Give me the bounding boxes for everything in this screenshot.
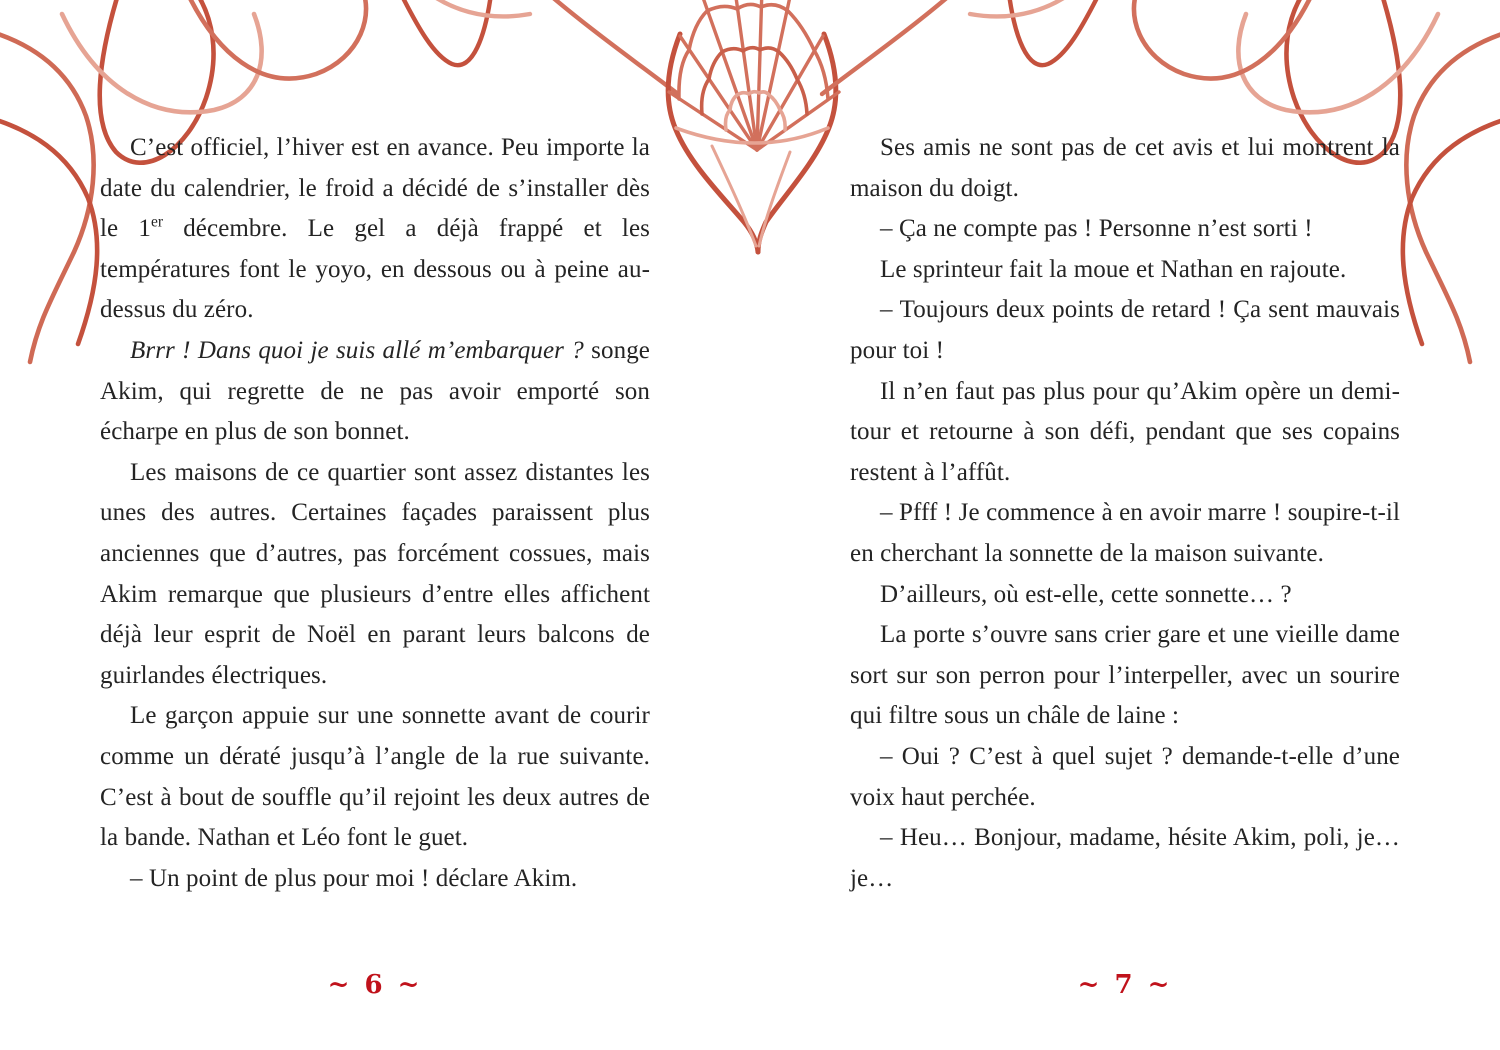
right-page (850, 0, 1400, 1050)
paragraph: Il n’en faut pas plus pour qu’Akim opère un demi-tour et retourne à son défi, pendant que ses copains restent à l’affût. (850, 377, 1400, 486)
left-page-text (100, 128, 650, 899)
paragraph: Brrr ! Dans quoi je suis allé m’embarquer ? songe Akim, qui regrette de ne pas avoir emporté son écharpe en plus de son bonnet. (100, 336, 650, 446)
paragraph: – Oui ? C’est à quel sujet ? demande-t-elle d’une voix haut perchée. (850, 742, 1400, 811)
paragraph: – Ça ne compte pas ! Personne n’est sorti ! (880, 215, 1313, 243)
paragraph: Le sprinteur fait la moue et Nathan en rajoute. (880, 255, 1347, 283)
paragraph: La porte s’ouvre sans crier gare et une vieille dame sort sur son perron pour l’interpeller, avec un sourire qui filtre sous un châle de laine : (850, 621, 1400, 730)
right-page-text (850, 128, 1400, 899)
spider-web-icon (668, 0, 839, 252)
paragraph: – Toujours deux points de retard ! Ça sent mauvais pour toi ! (850, 296, 1400, 364)
paragraph: – Un point de plus pour moi ! déclare Akim. (130, 864, 578, 892)
right-page-number: ~ 7 ~ (1077, 970, 1173, 1000)
left-page (100, 0, 650, 1050)
paragraph: C’est officiel, l’hiver est en avance. Peu importe la date du calendrier, le froid a décidé de s’installer dès le 1er décembre. Le gel a déjà frappé et les températures font le yoyo, en dessous ou à peine au-dessus du zéro. (100, 134, 650, 324)
paragraph: Le garçon appuie sur une sonnette avant de courir comme un dératé jusqu’à l’angle de la rue suivante. C’est à bout de souffle qu’il rejoint les deux autres de la bande. Nathan et Léo font le guet. (100, 702, 650, 852)
paragraph: – Pfff ! Je commence à en avoir marre ! soupire-t-il en cherchant la sonnette de la maison suivante. (850, 499, 1400, 567)
paragraph: Ses amis ne sont pas de cet avis et lui montrent la maison du doigt. (850, 134, 1400, 202)
paragraph: D’ailleurs, où est-elle, cette sonnette… ? (880, 580, 1292, 608)
paragraph: – Heu… Bonjour, madame, hésite Akim, poli, je… je… (850, 824, 1400, 892)
left-page-number: ~ 6 ~ (327, 970, 423, 1000)
paragraph: Les maisons de ce quartier sont assez distantes les unes des autres. Certaines façades paraissent plus anciennes que d’autres, pas forcément cossues, mais Akim remarque que plusieurs d’entre elles affichent déjà leur esprit de Noël en parant leurs balcons de guirlandes électriques. (100, 458, 650, 689)
